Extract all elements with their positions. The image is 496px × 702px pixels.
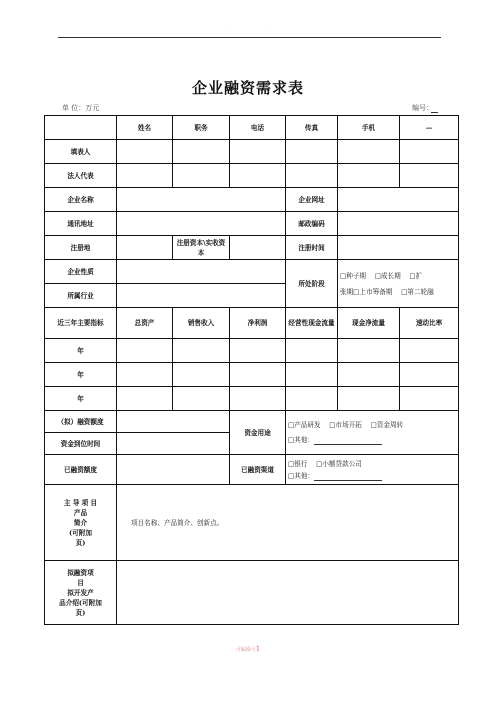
legal-rep-phone-field[interactable] [230, 164, 286, 188]
col-net-profit: 净利润 [230, 308, 286, 339]
postcode-label: 邮政编码 [286, 212, 338, 236]
financing-amount-row [45, 411, 459, 433]
raised-channel-other[interactable] [288, 471, 456, 481]
raised-channel-options[interactable] [286, 455, 459, 485]
year1-opcash[interactable] [286, 339, 338, 363]
col-net-cashflow: 现金净流量 [338, 308, 400, 339]
filler-name-field[interactable] [117, 140, 173, 164]
year2-opcash[interactable] [286, 363, 338, 387]
product-content-hint: 项目名称、产品简介、创新点。 [131, 518, 224, 527]
filler-extra-field[interactable] [400, 140, 459, 164]
legal-rep-extra-field[interactable] [400, 164, 459, 188]
project-label-line: 品介绍(可附加 [59, 598, 102, 607]
project-label-line: 目 [77, 578, 84, 587]
stage-label: 所处阶段 [286, 260, 338, 308]
company-web-label: 企业网址 [286, 188, 338, 212]
year-label: 年 [45, 363, 117, 387]
nature-field[interactable] [117, 260, 286, 284]
filler-mobile-field[interactable] [338, 140, 400, 164]
raised-amount-field[interactable] [117, 455, 230, 485]
number-label: 编号： [412, 104, 433, 112]
year1-revenue[interactable] [173, 339, 230, 363]
header-rule [58, 37, 441, 38]
project-label-line: 拟开发产 [67, 588, 94, 597]
filler-row [45, 140, 459, 164]
company-name-label: 企业名称 [45, 188, 117, 212]
legal-rep-position-field[interactable] [173, 164, 230, 188]
year3-revenue[interactable] [173, 387, 230, 411]
product-label-line: 产品 [73, 508, 88, 517]
col-operating-cashflow: 经营性现金流量 [286, 308, 338, 339]
year-label: 年 [45, 387, 117, 411]
industry-label: 所属行业 [45, 284, 117, 308]
project-label [45, 561, 117, 625]
nature-label: 企业性质 [45, 260, 117, 284]
year2-assets[interactable] [117, 363, 173, 387]
company-web-field[interactable] [338, 188, 459, 212]
fund-arrival-label: 资金到位时间 [45, 433, 117, 455]
legal-rep-mobile-field[interactable] [338, 164, 400, 188]
postcode-field[interactable] [338, 212, 459, 236]
year3-profit[interactable] [230, 387, 286, 411]
product-label [45, 485, 117, 561]
filler-fax-field[interactable] [286, 140, 338, 164]
year3-quick[interactable] [400, 387, 459, 411]
year2-quick[interactable] [400, 363, 459, 387]
project-label-line: 页) [75, 608, 86, 617]
year2-netcash[interactable] [338, 363, 400, 387]
product-label-line: 页) [75, 538, 86, 547]
year-row [45, 387, 459, 411]
address-field[interactable] [117, 212, 286, 236]
year3-netcash[interactable] [338, 387, 400, 411]
year-label: 年 [45, 339, 117, 363]
product-content-field[interactable] [117, 485, 459, 561]
reg-capital-label: 注册资本\实收资本 [173, 236, 230, 260]
header-dots: · · [228, 29, 287, 35]
address-row [45, 212, 459, 236]
year1-profit[interactable] [230, 339, 286, 363]
fund-arrival-field[interactable] [117, 433, 230, 455]
raised-channel-other-field[interactable] [314, 473, 382, 481]
indicators-header-row [45, 308, 459, 339]
year1-assets[interactable] [117, 339, 173, 363]
project-content-field[interactable] [117, 561, 459, 625]
company-name-row [45, 188, 459, 212]
raised-channel-other-label: □其他： [288, 471, 315, 480]
legal-rep-fax-field[interactable] [286, 164, 338, 188]
address-label: 通讯地址 [45, 212, 117, 236]
filler-position-field[interactable] [173, 140, 230, 164]
col-name: 姓名 [117, 116, 173, 140]
legal-rep-row [45, 164, 459, 188]
page-number: 1 [255, 645, 261, 653]
year-row [45, 339, 459, 363]
fund-use-label: 资金用途 [230, 411, 286, 455]
stage-options-line2[interactable]: 张期□上市筹备期 □第二轮融 [340, 287, 434, 296]
col-dash: — [400, 116, 459, 140]
fund-use-options-line1[interactable]: □产品研发 □市场开拓 □资金周转 [288, 421, 404, 429]
page-footer [0, 645, 496, 653]
year3-opcash[interactable] [286, 387, 338, 411]
filler-label: 填表人 [45, 140, 117, 164]
year2-revenue[interactable] [173, 363, 230, 387]
reg-time-field[interactable] [338, 236, 459, 260]
footer-prefix: 可编辑可 [235, 647, 256, 653]
raised-channel-label: 已融资渠道 [230, 455, 286, 485]
fund-use-options[interactable] [286, 411, 459, 455]
legal-rep-name-field[interactable] [117, 164, 173, 188]
corner-cell [45, 116, 117, 140]
year1-quick[interactable] [400, 339, 459, 363]
col-quick-ratio: 速动比率 [400, 308, 459, 339]
product-label-line: 主 导 项 目 [63, 498, 98, 507]
product-row [45, 485, 459, 561]
col-sales-revenue: 销售收入 [173, 308, 230, 339]
year2-profit[interactable] [230, 363, 286, 387]
reg-capital-field[interactable] [230, 236, 286, 260]
legal-rep-label: 法人代表 [45, 164, 117, 188]
nature-row [45, 260, 459, 284]
product-label-line: (可附加 [69, 528, 92, 537]
stage-options[interactable] [338, 260, 459, 308]
page-title: 企业融资需求表 [191, 79, 304, 97]
col-fax: 传真 [286, 116, 338, 140]
year1-netcash[interactable] [338, 339, 400, 363]
financing-amount-field[interactable] [117, 411, 230, 433]
reg-place-field[interactable] [117, 236, 173, 260]
number-field[interactable] [431, 112, 438, 113]
fund-use-other-field[interactable] [314, 437, 382, 445]
fund-use-other-label: □其他： [288, 436, 315, 444]
raised-channel-line1[interactable]: □银行 □小额贷款公司 [288, 459, 362, 468]
industry-field[interactable] [117, 284, 286, 308]
project-row [45, 561, 459, 625]
raised-amount-label: 已融资额度 [45, 455, 117, 485]
year3-assets[interactable] [117, 387, 173, 411]
col-phone: 电话 [230, 116, 286, 140]
financing-form-table [44, 115, 459, 625]
project-label-line: 拟融资项 [67, 568, 94, 577]
reg-time-label: 注册时间 [286, 236, 338, 260]
fund-use-other[interactable] [288, 435, 456, 445]
col-mobile: 手机 [338, 116, 400, 140]
stage-options-line1[interactable]: □种子期 □成长期 □扩 [340, 271, 423, 280]
raised-row [45, 455, 459, 485]
indicators-label: 近三年主要指标 [45, 308, 117, 339]
col-position: 职务 [173, 116, 230, 140]
reg-place-label: 注册地 [45, 236, 117, 260]
filler-phone-field[interactable] [230, 140, 286, 164]
product-label-line: 简介 [73, 518, 88, 527]
year-row [45, 363, 459, 387]
registration-row [45, 236, 459, 260]
contact-header-row [45, 116, 459, 140]
financing-amount-label: （拟）融资额度 [45, 411, 117, 433]
col-total-assets: 总资产 [117, 308, 173, 339]
unit-label: 单 位：万元 [62, 104, 100, 112]
company-name-field[interactable] [117, 188, 286, 212]
